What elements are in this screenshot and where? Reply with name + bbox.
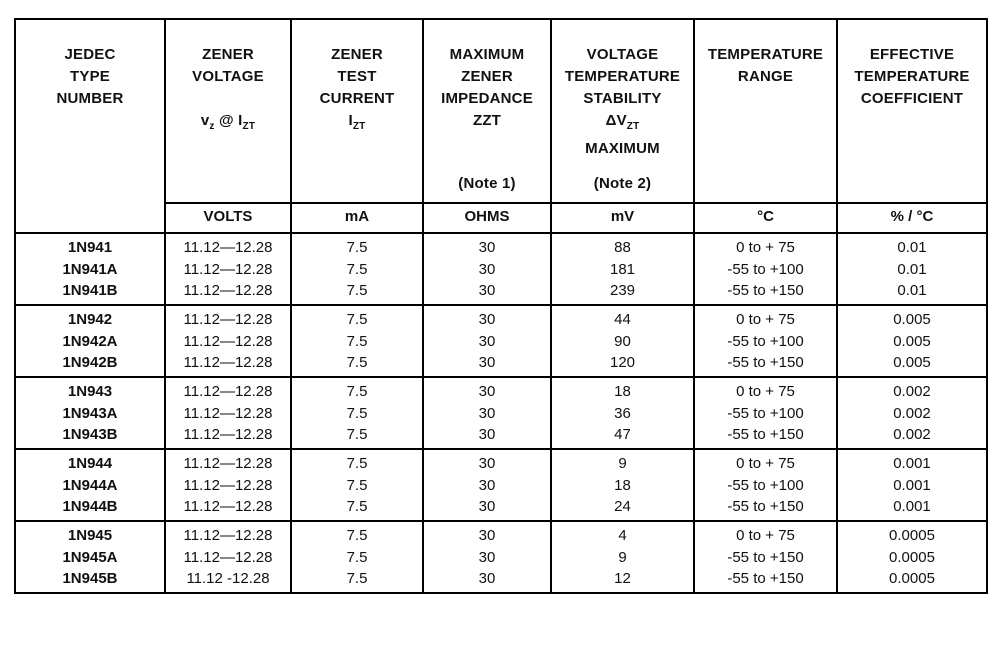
- value-cell: -55 to +100: [694, 329, 837, 353]
- header-line: NUMBER: [56, 90, 124, 107]
- value-cell: 0.01: [837, 233, 987, 257]
- type-number-cell: 1N941B: [15, 281, 165, 305]
- value-cell: 24: [551, 497, 694, 521]
- header-line: MAXIMUM: [585, 140, 660, 157]
- header-row: [15, 19, 987, 203]
- value-cell: 30: [423, 545, 551, 569]
- value-cell: 30: [423, 497, 551, 521]
- value-cell: 7.5: [291, 257, 423, 281]
- value-cell: 181: [551, 257, 694, 281]
- header-line: $\Delta V_{ZT}$: [605, 112, 640, 132]
- value-cell: 0.0005: [837, 545, 987, 569]
- header-line: ZZT: [472, 112, 502, 129]
- value-cell: 7.5: [291, 473, 423, 497]
- value-cell: 30: [423, 449, 551, 473]
- type-number-cell: 1N942B: [15, 353, 165, 377]
- table-row: [15, 497, 987, 521]
- value-cell: 0.005: [837, 353, 987, 377]
- value-cell: 7.5: [291, 425, 423, 449]
- value-cell: 11.12—12.28: [165, 257, 291, 281]
- value-cell: 7.5: [291, 449, 423, 473]
- value-cell: 30: [423, 329, 551, 353]
- zener-spec-table: [14, 18, 988, 594]
- type-number-cell: 1N943A: [15, 401, 165, 425]
- header-line: MAXIMUM: [449, 46, 525, 63]
- value-cell: 11.12—12.28: [165, 233, 291, 257]
- value-cell: 90: [551, 329, 694, 353]
- value-cell: 11.12—12.28: [165, 377, 291, 401]
- type-number-cell: 1N942A: [15, 329, 165, 353]
- header-line: [226, 88, 230, 110]
- header-line: $v_z$ @ $I_{ZT}$: [200, 112, 256, 132]
- value-cell: 9: [551, 449, 694, 473]
- table-row: [15, 281, 987, 305]
- value-cell: 0.002: [837, 401, 987, 425]
- unit-header-effective-temp-coefficient: % / °C: [837, 203, 987, 233]
- value-cell: 239: [551, 281, 694, 305]
- table-row: [15, 473, 987, 497]
- value-cell: 30: [423, 305, 551, 329]
- value-cell: 7.5: [291, 281, 423, 305]
- header-line: RANGE: [737, 68, 794, 85]
- header-line: TYPE: [70, 68, 110, 85]
- value-cell: 11.12—12.28: [165, 401, 291, 425]
- value-cell: 11.12—12.28: [165, 449, 291, 473]
- header-line: TEST: [337, 68, 377, 85]
- type-number-cell: 1N941: [15, 233, 165, 257]
- value-cell: 0 to + 75: [694, 377, 837, 401]
- value-cell: 7.5: [291, 233, 423, 257]
- value-cell: 44: [551, 305, 694, 329]
- row-group-5: [15, 521, 987, 593]
- header-line: EFFECTIVE: [869, 46, 955, 63]
- value-cell: 0 to + 75: [694, 305, 837, 329]
- unit-header-max-zener-impedance: OHMS: [423, 203, 551, 233]
- value-cell: 11.12—12.28: [165, 497, 291, 521]
- column-header-temperature-range: [694, 19, 837, 203]
- type-number-cell: 1N945A: [15, 545, 165, 569]
- value-cell: -55 to +150: [694, 545, 837, 569]
- table-header: [15, 19, 987, 233]
- value-cell: 0.001: [837, 473, 987, 497]
- table-row: [15, 377, 987, 401]
- header-line: TEMPERATURE: [854, 68, 970, 85]
- value-cell: 0.0005: [837, 569, 987, 593]
- value-cell: 7.5: [291, 545, 423, 569]
- column-header-max-zener-impedance: [423, 19, 551, 203]
- value-cell: 4: [551, 521, 694, 545]
- unit-header-temperature-range: °C: [694, 203, 837, 233]
- value-cell: 47: [551, 425, 694, 449]
- type-number-cell: 1N944: [15, 449, 165, 473]
- value-cell: 11.12—12.28: [165, 305, 291, 329]
- value-cell: 0.0005: [837, 521, 987, 545]
- value-cell: 11.12—12.28: [165, 473, 291, 497]
- header-note: (Note 1): [458, 175, 516, 192]
- value-cell: 0.01: [837, 257, 987, 281]
- unit-header-voltage-temp-stability: mV: [551, 203, 694, 233]
- value-cell: 0 to + 75: [694, 521, 837, 545]
- header-line: IMPEDANCE: [441, 90, 533, 107]
- value-cell: 18: [551, 377, 694, 401]
- header-line: COEFFICIENT: [860, 90, 964, 107]
- column-header-voltage-temp-stability: [551, 19, 694, 203]
- value-cell: 11.12 -12.28: [165, 569, 291, 593]
- column-header-zener-test-current: [291, 19, 423, 203]
- column-header-effective-temp-coefficient: [837, 19, 987, 203]
- value-cell: 11.12—12.28: [165, 353, 291, 377]
- header-line: VOLTAGE: [192, 68, 264, 85]
- value-cell: 7.5: [291, 521, 423, 545]
- type-number-cell: 1N943B: [15, 425, 165, 449]
- table-row: [15, 521, 987, 545]
- value-cell: 0.001: [837, 497, 987, 521]
- table-row: [15, 353, 987, 377]
- value-cell: 7.5: [291, 353, 423, 377]
- value-cell: 120: [551, 353, 694, 377]
- value-cell: -55 to +150: [694, 569, 837, 593]
- value-cell: 7.5: [291, 401, 423, 425]
- type-number-cell: 1N944A: [15, 473, 165, 497]
- value-cell: 7.5: [291, 377, 423, 401]
- value-cell: 11.12—12.28: [165, 521, 291, 545]
- header-note: (Note 2): [593, 175, 652, 192]
- value-cell: 0.005: [837, 329, 987, 353]
- value-cell: 7.5: [291, 569, 423, 593]
- value-cell: 0.005: [837, 305, 987, 329]
- value-cell: -55 to +100: [694, 257, 837, 281]
- type-number-cell: 1N943: [15, 377, 165, 401]
- value-cell: 7.5: [291, 497, 423, 521]
- value-cell: 30: [423, 473, 551, 497]
- header-line: ZENER: [331, 46, 383, 63]
- header-line: TEMPERATURE: [564, 68, 681, 85]
- value-cell: 30: [423, 353, 551, 377]
- value-cell: 12: [551, 569, 694, 593]
- value-cell: 30: [423, 257, 551, 281]
- header-line: VOLTAGE: [586, 46, 659, 63]
- header-line: JEDEC: [64, 46, 116, 63]
- header-line: ZENER: [461, 68, 513, 85]
- column-header-zener-voltage: [165, 19, 291, 203]
- unit-header-zener-voltage: VOLTS: [165, 203, 291, 233]
- row-group-4: [15, 449, 987, 521]
- value-cell: 30: [423, 233, 551, 257]
- value-cell: -55 to +100: [694, 473, 837, 497]
- unit-header-zener-test-current: mA: [291, 203, 423, 233]
- type-number-cell: 1N945: [15, 521, 165, 545]
- table-row: [15, 449, 987, 473]
- value-cell: 88: [551, 233, 694, 257]
- header-line: STABILITY: [583, 90, 662, 107]
- type-number-cell: 1N942: [15, 305, 165, 329]
- value-cell: -55 to +150: [694, 425, 837, 449]
- value-cell: 36: [551, 401, 694, 425]
- value-cell: 0 to + 75: [694, 233, 837, 257]
- value-cell: -55 to +150: [694, 497, 837, 521]
- value-cell: 18: [551, 473, 694, 497]
- table-row: [15, 425, 987, 449]
- value-cell: 11.12—12.28: [165, 329, 291, 353]
- value-cell: 11.12—12.28: [165, 545, 291, 569]
- header-line: TEMPERATURE: [707, 46, 824, 63]
- row-group-3: [15, 377, 987, 449]
- table-row: [15, 305, 987, 329]
- table-row: [15, 257, 987, 281]
- type-number-cell: 1N941A: [15, 257, 165, 281]
- row-group-2: [15, 305, 987, 377]
- column-header-jedec-type-number: [15, 19, 165, 233]
- table-row: [15, 401, 987, 425]
- header-line: ZENER: [202, 46, 254, 63]
- type-number-cell: 1N945B: [15, 569, 165, 593]
- value-cell: 11.12—12.28: [165, 425, 291, 449]
- value-cell: -55 to +150: [694, 353, 837, 377]
- value-cell: 30: [423, 281, 551, 305]
- value-cell: 30: [423, 521, 551, 545]
- value-cell: 7.5: [291, 329, 423, 353]
- value-cell: 7.5: [291, 305, 423, 329]
- row-group-1: [15, 233, 987, 305]
- value-cell: 9: [551, 545, 694, 569]
- value-cell: 30: [423, 569, 551, 593]
- header-line: $I_{ZT}$: [348, 112, 366, 132]
- value-cell: 0.002: [837, 425, 987, 449]
- value-cell: -55 to +100: [694, 401, 837, 425]
- table-row: [15, 545, 987, 569]
- value-cell: 30: [423, 401, 551, 425]
- header-line: CURRENT: [319, 90, 395, 107]
- value-cell: 30: [423, 425, 551, 449]
- table-row: [15, 569, 987, 593]
- type-number-cell: 1N944B: [15, 497, 165, 521]
- value-cell: -55 to +150: [694, 281, 837, 305]
- value-cell: 0 to + 75: [694, 449, 837, 473]
- value-cell: 0.01: [837, 281, 987, 305]
- value-cell: 30: [423, 377, 551, 401]
- table-row: [15, 329, 987, 353]
- value-cell: 11.12—12.28: [165, 281, 291, 305]
- value-cell: 0.002: [837, 377, 987, 401]
- table-row: [15, 233, 987, 257]
- value-cell: 0.001: [837, 449, 987, 473]
